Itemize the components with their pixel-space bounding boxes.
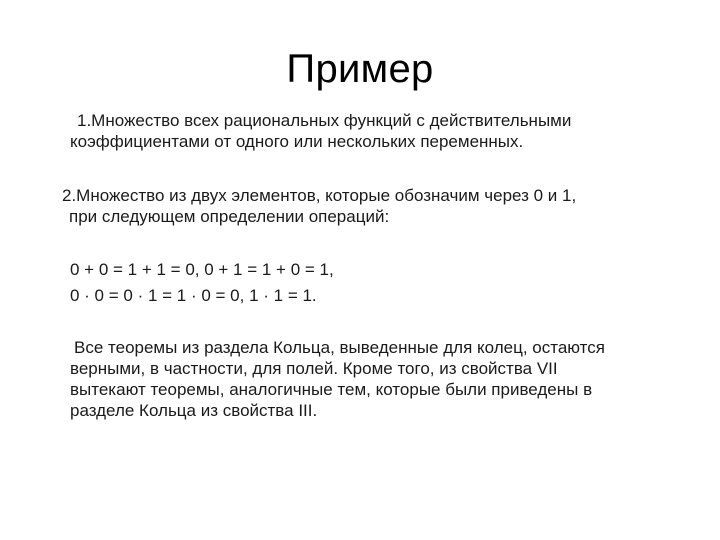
theorems-note (70, 337, 605, 421)
addition-formula: 0 + 0 = 1 + 1 = 0, 0 + 1 = 1 + 0 = 1, (70, 260, 334, 279)
example-item-2-line-2: при следующем определении операций: (69, 207, 390, 226)
slide-title: Пример (286, 47, 434, 91)
example-item-2-line-1: 2.Множество из двух элементов, которые обозначим через 0 и 1, (62, 186, 577, 205)
theorems-note-line-4: разделе Кольца из свойства III. (70, 401, 318, 420)
example-item-1 (70, 110, 571, 152)
example-item-2 (62, 185, 576, 227)
theorems-note-line-3: вытекают теоремы, аналогичные тем, которые были приведены в (70, 380, 593, 399)
example-item-1-line-2: коэффициентами от одного или нескольких переменных. (70, 132, 524, 151)
example-item-1-line-1: 1.Множество всех рациональных функций с действительными (77, 111, 572, 130)
theorems-note-line-2: верными, в частности, для полей. Кроме того, из свойства VII (70, 359, 558, 378)
theorems-note-line-1: Все теоремы из раздела Кольца, выведенные для колец, остаются (74, 338, 605, 357)
multiplication-formula: 0 · 0 = 0 · 1 = 1 · 0 = 0, 1 · 1 = 1. (70, 286, 317, 305)
operation-formulas (70, 257, 334, 309)
